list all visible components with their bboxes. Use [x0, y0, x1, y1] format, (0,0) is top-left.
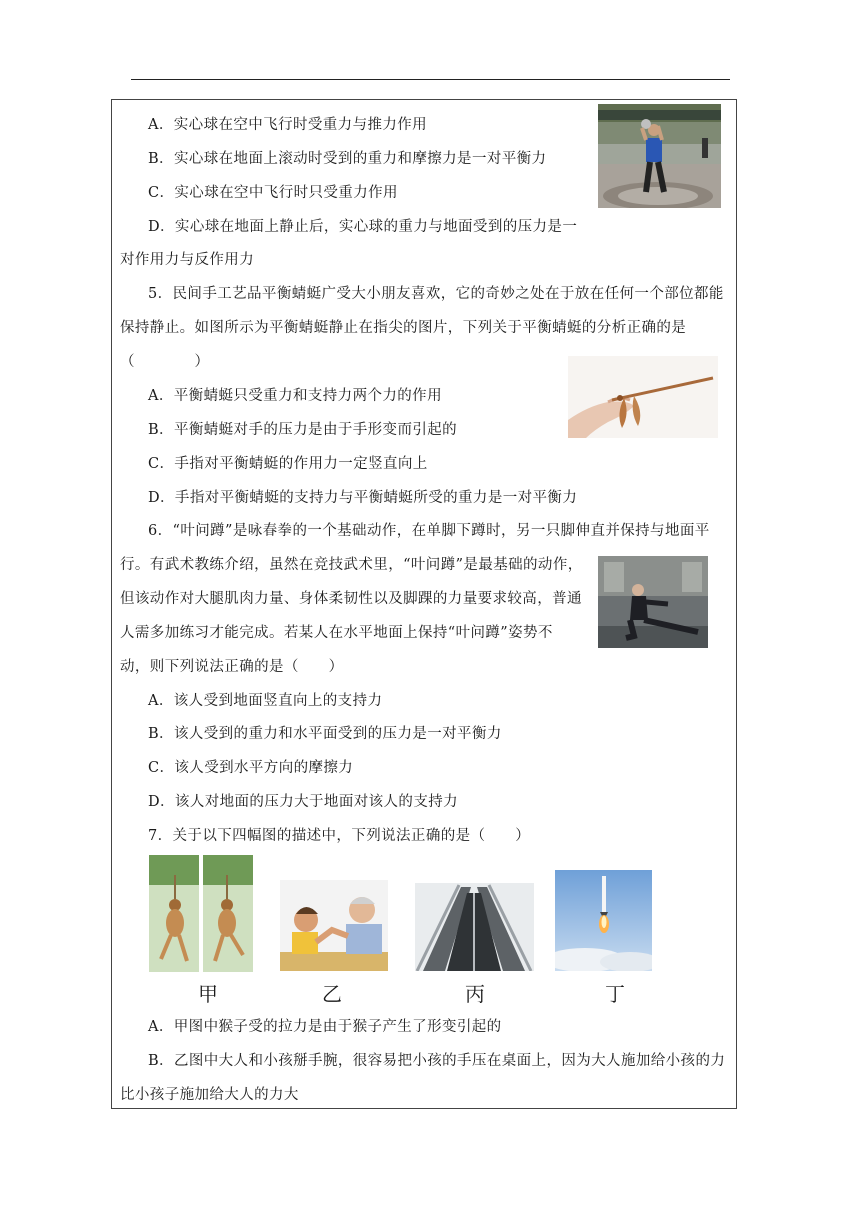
q6-stem-line3: 但该动作对大腿肌肉力量、身体柔韧性以及脚踝的力量要求较高，普通 — [120, 591, 582, 607]
q6-stem-line1: 6．“叶问蹲”是咏春拳的一个基础动作，在单脚下蹲时，另一只脚伸直并保持与地面平 — [148, 523, 710, 539]
q5-stem-line2: 保持静止。如图所示为平衡蜻蜓静止在指尖的图片，下列关于平衡蜻蜓的分析正确的是 — [120, 320, 687, 336]
q4-option-d-cont: 对作用力与反作用力 — [120, 252, 255, 268]
caption-ding: 丁 — [605, 982, 625, 1006]
squat-photo — [598, 556, 708, 648]
q6-option-a: A．该人受到地面竖直向上的支持力 — [148, 693, 383, 709]
escalator-photo — [415, 883, 534, 971]
q4-option-a: A．实心球在空中飞行时受重力与推力作用 — [148, 117, 428, 133]
q5-answer-blank: （ ） — [120, 354, 210, 370]
caption-yi: 乙 — [322, 982, 342, 1006]
caption-bing: 丙 — [465, 982, 485, 1006]
q6-stem-line4: 人需多加练习才能完成。若某人在水平地面上保持“叶问蹲”姿势不 — [120, 625, 553, 641]
q7-option-b: B．乙图中大人和小孩掰手腕，很容易把小孩的手压在桌面上，因为大人施加给小孩的力 — [148, 1053, 726, 1069]
q4-option-b: B．实心球在地面上滚动时受到的重力和摩擦力是一对平衡力 — [148, 151, 547, 167]
monkey-photo-2 — [203, 855, 253, 972]
q5-option-a: A．平衡蜻蜓只受重力和支持力两个力的作用 — [148, 388, 442, 404]
q5-stem-line1: 5．民间手工艺品平衡蜻蜓广受大小朋友喜欢，它的奇妙之处在于放在任何一个部位都能 — [148, 286, 724, 302]
q5-option-b: B．平衡蜻蜓对手的压力是由于手形变而引起的 — [148, 422, 458, 438]
q7-option-b-cont: 比小孩子施加给大人的力大 — [120, 1087, 299, 1103]
q6-option-d: D．该人对地面的压力大于地面对该人的支持力 — [148, 794, 459, 810]
q5-option-d: D．手指对平衡蜻蜓的支持力与平衡蜻蜓所受的重力是一对平衡力 — [148, 490, 578, 506]
q4-option-c: C．实心球在空中飞行时只受重力作用 — [148, 185, 398, 201]
q6-stem-line2: 行。有武术教练介绍，虽然在竞技武术里，“叶问蹲”是最基础的动作， — [120, 557, 583, 573]
q6-option-b: B．该人受到的重力和水平面受到的压力是一对平衡力 — [148, 726, 502, 742]
rocket-photo — [555, 870, 652, 971]
caption-jia: 甲 — [198, 982, 218, 1006]
q4-option-d: D．实心球在地面上静止后，实心球的重力与地面受到的压力是一 — [148, 219, 578, 235]
header-rule — [131, 79, 730, 80]
q7-stem: 7．关于以下四幅图的描述中，下列说法正确的是（ ） — [148, 828, 531, 844]
dragonfly-photo — [568, 356, 718, 438]
q6-stem-line5: 动，则下列说法正确的是（ ） — [120, 659, 344, 675]
arm-wrestling-photo — [280, 880, 388, 971]
monkey-photo-1 — [149, 855, 199, 972]
q5-option-c: C．手指对平衡蜻蜓的作用力一定竖直向上 — [148, 456, 428, 472]
shotput-photo — [598, 104, 721, 208]
q7-option-a: A．甲图中猴子受的拉力是由于猴子产生了形变引起的 — [148, 1019, 502, 1035]
q6-option-c: C．该人受到水平方向的摩擦力 — [148, 760, 354, 776]
